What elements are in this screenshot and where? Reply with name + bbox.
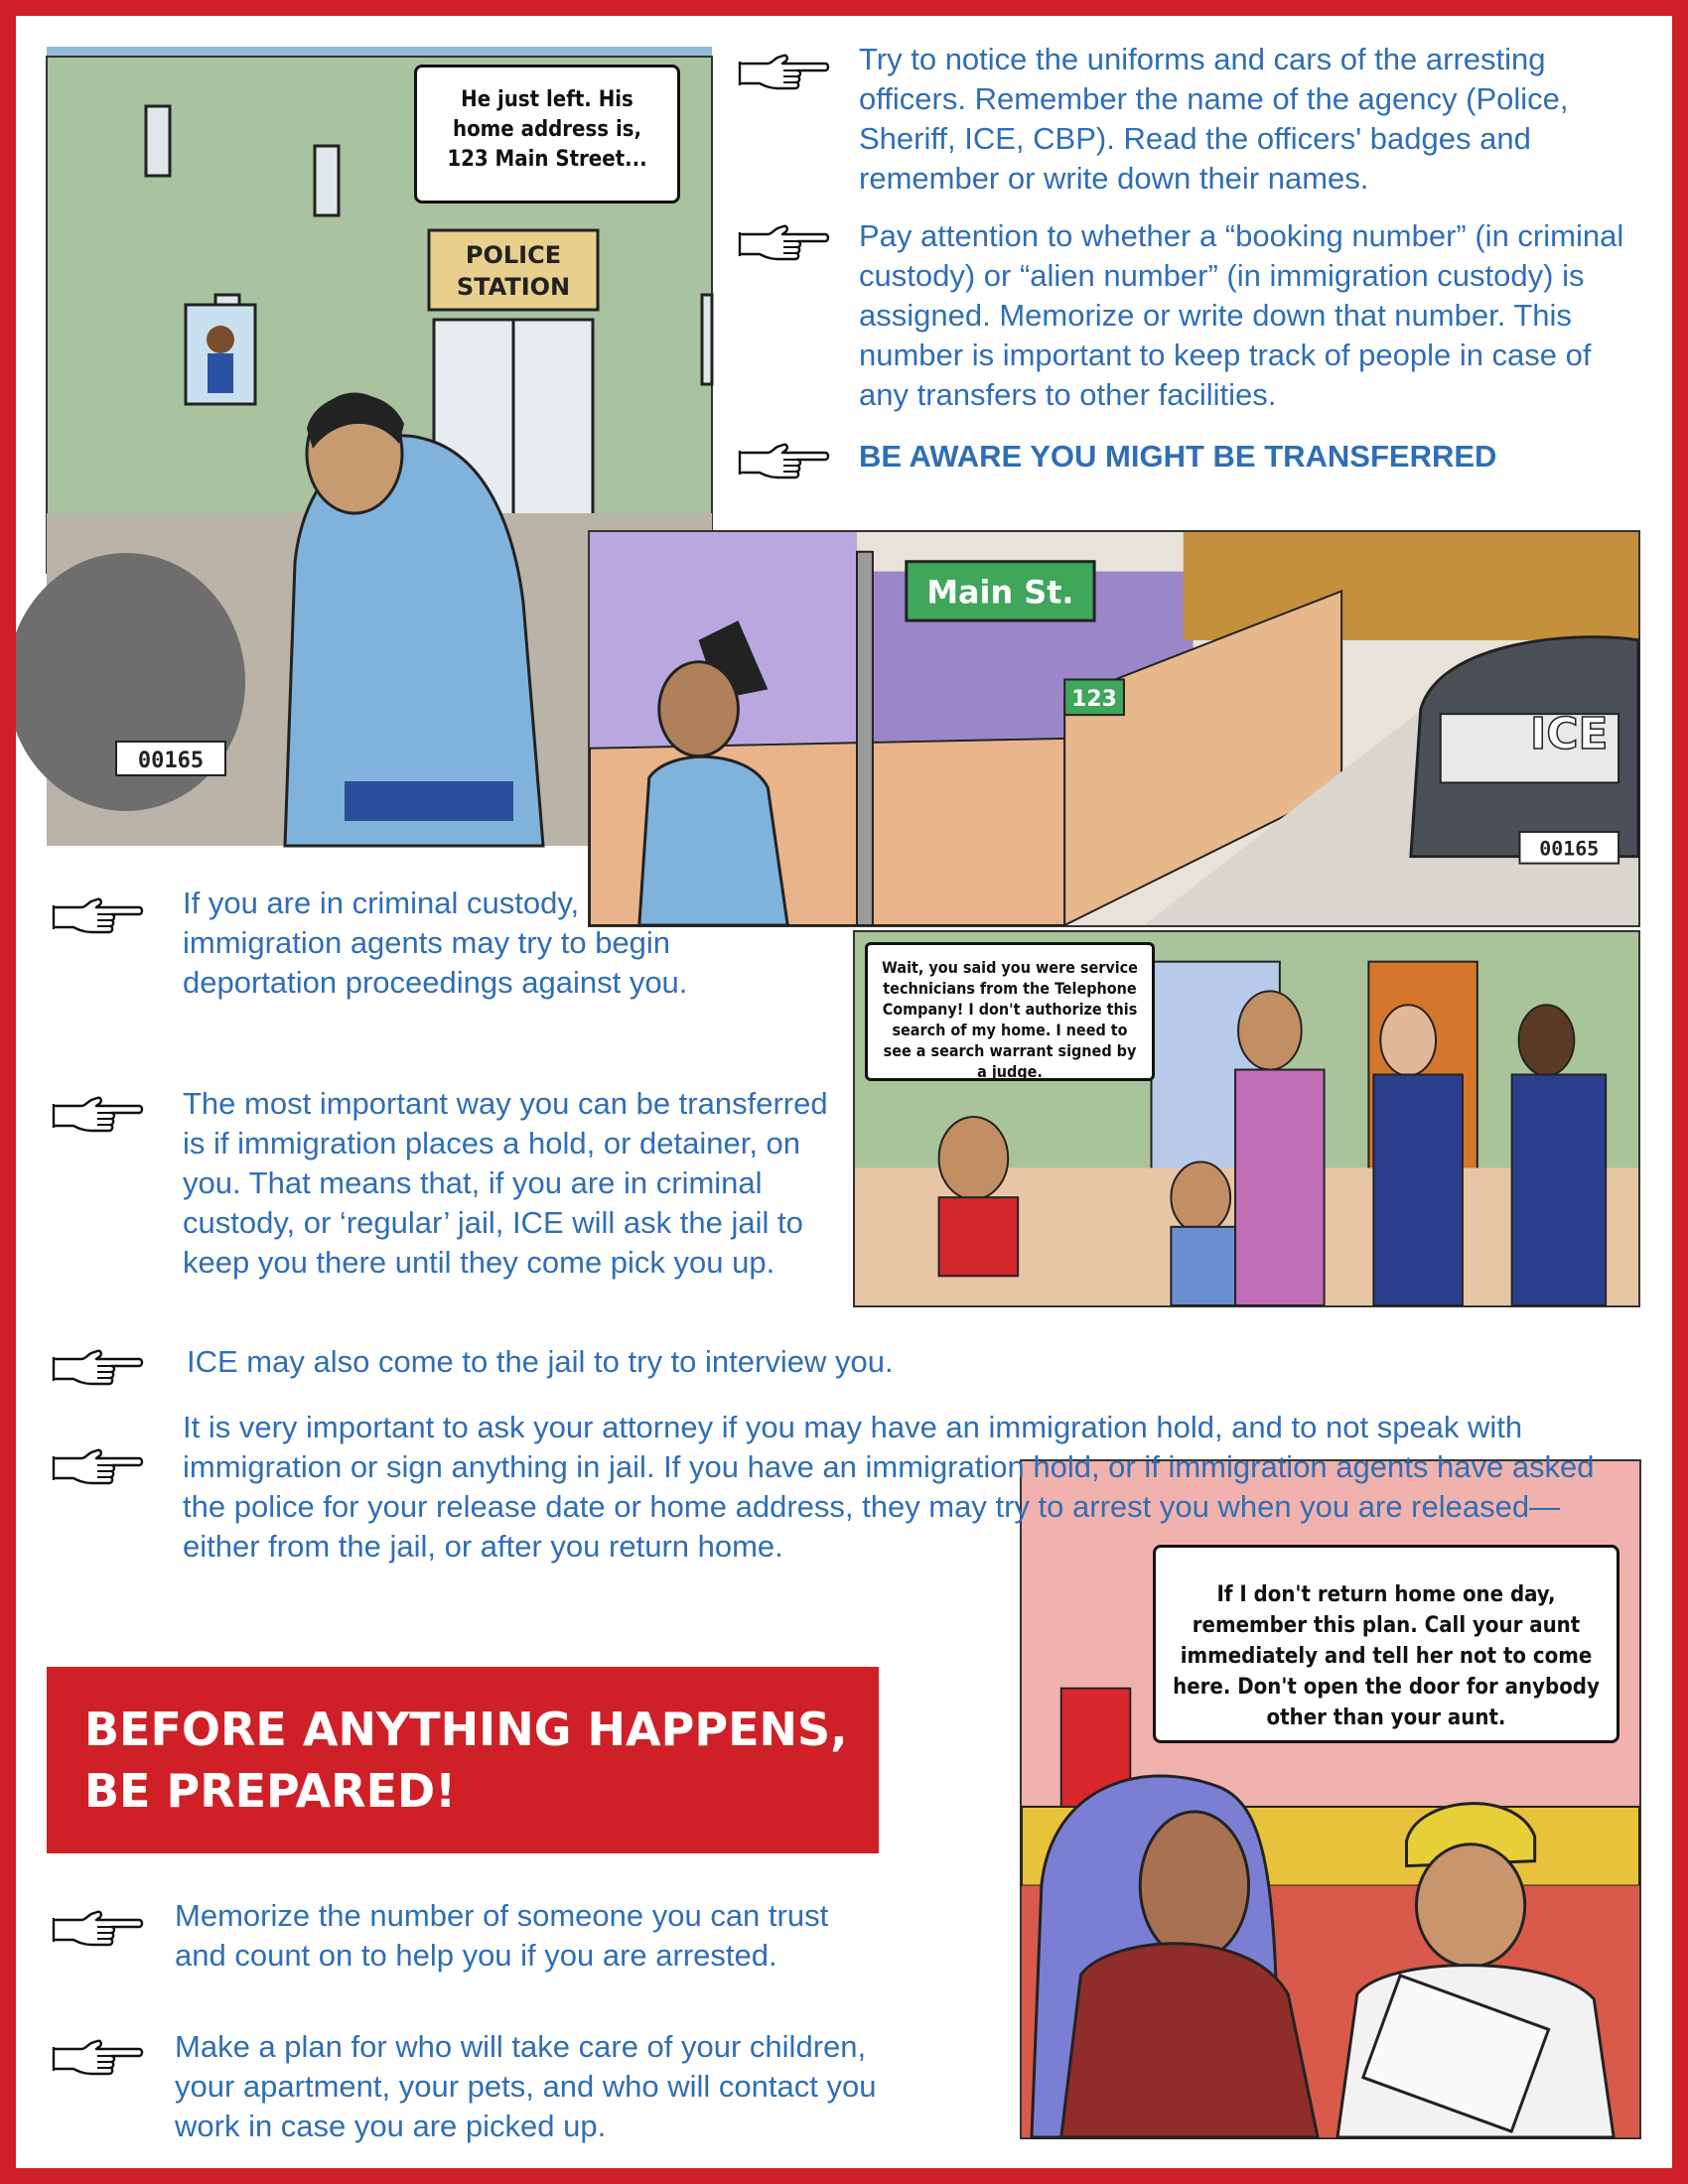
pointing-hand-icon xyxy=(738,220,829,266)
bullet-text: The most important way you can be transferred is if immigration places a hold, or detainer, on you. That means that, if you are in criminal custody, or ‘regular’ jail, ICE will ask the jail to keep you there until they come pick you up. xyxy=(183,1086,828,1280)
speech-text-plan: If I don't return home one day, remember this plan. Call your aunt immediately and tell her not to come here. Don't open the door for anybody other than your aunt. xyxy=(1173,1582,1600,1730)
banner-line-2: BE PREPARED! xyxy=(84,1764,457,1818)
bullet-text: Make a plan for who will take care of your children, your apartment, your pets, and who will contact you work in case you are picked up. xyxy=(175,2029,877,2143)
bullet-text: Try to notice the uniforms and cars of the arresting officers. Remember the name of the agency (Police, Sheriff, ICE, CBP). Read the officers' badges and remember or write down their names. xyxy=(859,42,1569,196)
bullet-text: Pay attention to whether a “booking number” (in criminal custody) or “alien number” (in immigration custody) is assigned. Memorize or write down that number. This number is important to keep track of people in case of any transfers to other facilities. xyxy=(859,218,1624,412)
pointing-hand-icon xyxy=(52,2035,143,2081)
bullet-text: ICE may also come to the jail to try to interview you. xyxy=(187,1344,894,1379)
speech-text-police: He just left. His home address is, 123 Main Street... xyxy=(447,87,647,172)
pointing-hand-icon xyxy=(52,893,143,939)
speech-text-home: Wait, you said you were service technicians from the Telephone Company! I don't authorize this search of my home. I need to see a search warrant signed by a judge. xyxy=(882,958,1138,1081)
svg-text:00165: 00165 xyxy=(1539,837,1600,861)
pointing-hand-icon xyxy=(52,1444,143,1490)
bullet-text-heading: BE AWARE YOU MIGHT BE TRANSFERRED xyxy=(859,439,1497,474)
illustration-emergency-plan xyxy=(1020,1459,1641,2139)
pointing-hand-icon xyxy=(52,1345,143,1391)
illustration-main-street xyxy=(588,530,1640,927)
svg-text:123: 123 xyxy=(1071,687,1117,713)
pointing-hand-icon xyxy=(738,439,829,484)
pointing-hand-icon xyxy=(52,1906,143,1952)
main-street-drawing xyxy=(590,532,1638,925)
svg-text:STATION: STATION xyxy=(456,273,571,301)
svg-text:ICE: ICE xyxy=(1530,708,1609,759)
pointing-hand-icon xyxy=(52,1092,143,1138)
banner-line-1: BEFORE ANYTHING HAPPENS, xyxy=(84,1703,848,1756)
speech-bubble-police xyxy=(414,65,680,204)
pointing-hand-icon xyxy=(738,50,829,95)
svg-text:POLICE: POLICE xyxy=(465,241,562,269)
svg-text:Main St.: Main St. xyxy=(926,575,1074,612)
illustration-home-search xyxy=(853,930,1640,1307)
bullet-text: Memorize the number of someone you can trust and count on to help you if you are arrested. xyxy=(175,1898,829,1973)
prepared-banner xyxy=(47,1667,879,1853)
bullet-text: It is very important to ask your attorney if you may have an immigration hold, and to not speak with immigration or sign anything in jail. If you have an immigration hold, or if immigration agents have asked the police for your release date or home address, they may try to arrest you when you are released—either from the jail, or after you return home. xyxy=(183,1410,1595,1564)
speech-bubble-plan xyxy=(1153,1545,1619,1743)
speech-bubble-home xyxy=(865,942,1155,1081)
bullet-text: If you are in criminal custody, immigration agents may try to begin deportation proceedings against you. xyxy=(183,886,688,1000)
svg-text:00165: 00165 xyxy=(137,749,205,773)
